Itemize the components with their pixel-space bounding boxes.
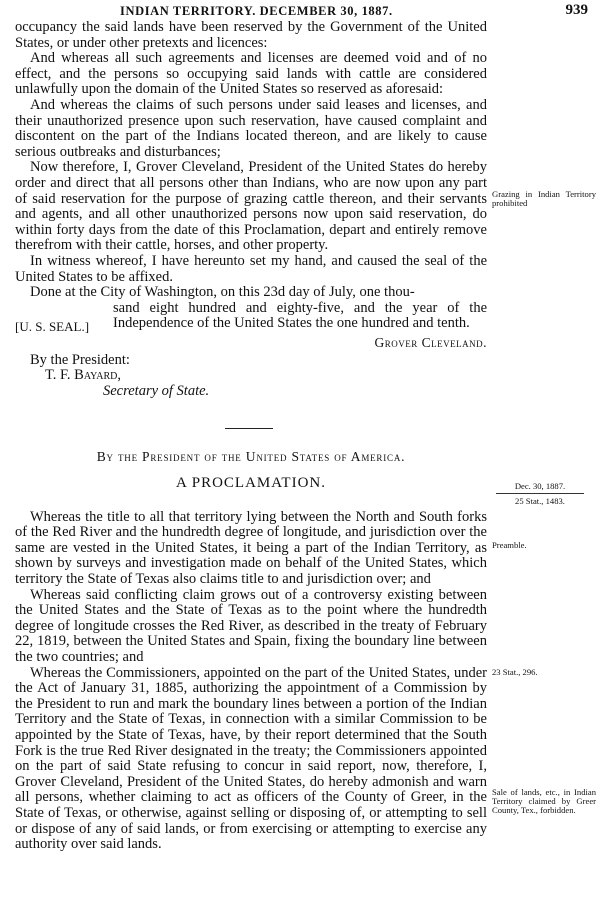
- paragraph-claims: And whereas the claims of such persons under said leases and licenses, and their unauthorized presence upon such reservation, have caused complaint and discontent on the part of the Indians located thereon, and are likely to cause serious outbreaks and disturbances;: [15, 96, 487, 160]
- signature: Grover Cleveland.: [374, 334, 487, 350]
- section-divider: [225, 428, 273, 429]
- proclamation-title: A PROCLAMATION.: [175, 474, 326, 491]
- by-the-president: By the President:: [30, 351, 130, 368]
- dating-rest: sand eight hundred and eighty-five, and the year of the Independence of the United States the one hundred and tenth.: [113, 299, 487, 332]
- running-title: INDIAN TERRITORY. DECEMBER 30, 1887.: [120, 4, 393, 18]
- paragraph-occupancy: occupancy the said lands have been reserved by the Government of the United States, or under other pretexts and licences:: [15, 19, 487, 51]
- margin-note-preamble: Preamble.: [492, 540, 527, 550]
- dating-first-line: Done at the City of Washington, on this 23d day of July, one thou-: [30, 284, 415, 301]
- secretary-name: T. F. Bayard,: [45, 367, 122, 384]
- paragraph-agreements-void: And whereas all such agreements and licenses are deemed void and of no effect, and the persons so occupying said lands with cattle are considered unlawfully upon the domain of the United States so reserved as aforesaid:: [15, 50, 487, 98]
- paragraph-title-vested: Whereas the title to all that territory lying between the North and South forks of the Red River and the hundredth degree of longitude, and jurisdiction over the same are vested in the United States, it being a part of the Indian Territory, as shown by surveys and investigation made on behalf of the United States, which territory the State of Texas also claims title to and jurisdiction over; and: [15, 508, 487, 588]
- dating-clause: [15, 285, 487, 332]
- paragraph-commissioners: Whereas the Commissioners, appointed on the part of the United States, under the Act of January 31, 1885, authorizing the appointment of a Commission by the President to run and mark the boundary lines between a portion of the Indian Territory and the State of Texas, in connection with a similar Commission to be appointed by the State of Texas, have, by their report determined that the South Fork is the true Red River designated in the treaty; the Commissioners appointed on the part of said State refusing to concur in said report, now, therefore, I, Grover Cleveland, President of the United States, do hereby admonish and warn all persons, whether claiming to act as officers of the County of Greer, in the State of Texas, or otherwise, against selling or disposing of, or attempting to sell or dispose of any of said lands, or from exercising or attempting to exercise any authority over said lands.: [15, 664, 487, 853]
- margin-note-grazing: Grazing in Indian Territory prohibited: [492, 189, 596, 208]
- proclamation-byline: By the President of the United States of America.: [96, 448, 406, 464]
- margin-date: Dec. 30, 1887.: [514, 481, 566, 491]
- secretary-title: Secretary of State.: [103, 383, 210, 400]
- paragraph-order: Now therefore, I, Grover Cleveland, President of the United States do hereby order and direct that all persons other than Indians, who are now upon any part of said reservation for the purpose of grazing cattle thereon, and their servants and agents, and all other unauthorized persons now upon said reservation, do within forty days from the date of this Proclamation, depart and entirely remove therefrom with their cattle, horses, and other property.: [15, 159, 487, 254]
- dating-continuation: [15, 299, 487, 334]
- paragraph-witness: In witness whereof, I have hereunto set my hand, and caused the seal of the United States to be affixed.: [15, 252, 487, 285]
- page-number: 939: [565, 2, 588, 18]
- margin-stat-ref: 25 Stat., 1483.: [515, 496, 565, 506]
- main-text-column: [15, 20, 487, 853]
- margin-note-sale: Sale of lands, etc., in Indian Territory claimed by Greer County, Tex., forbidden.: [492, 787, 596, 815]
- paragraph-conflicting-claim: Whereas said conflicting claim grows out of a controversy existing between the United States and the State of Texas as to the point where the hundredth degree of longitude crosses the Red River, as described in the treaty of February 22, 1819, between the United States and Spain, fixing the boundary line between the two countries; and: [15, 586, 487, 665]
- margin-note-stat-296: 23 Stat., 296.: [492, 667, 538, 677]
- margin-rule: [496, 493, 584, 494]
- seal-mark: [U. S. SEAL.]: [15, 318, 90, 334]
